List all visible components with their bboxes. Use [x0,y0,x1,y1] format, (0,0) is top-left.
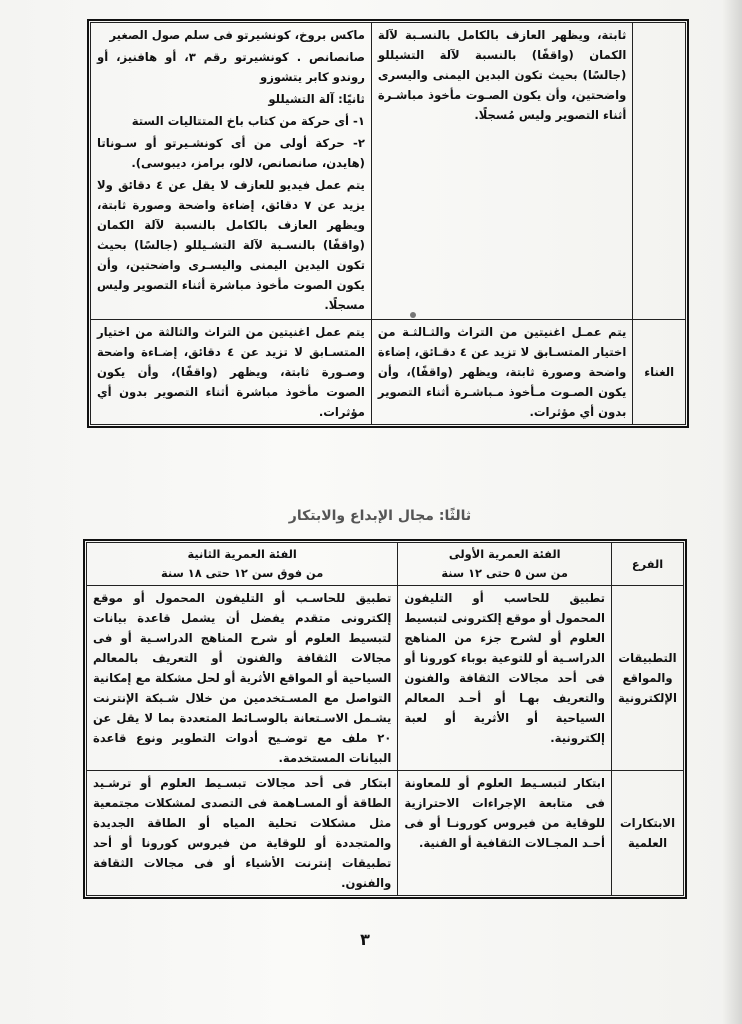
paragraph: صانصانص . كونشيرتو رقم ٣، أو هافنيز، أو روندو كابر يتشوزو [97,50,365,84]
paragraph: يتم عمل فيديو للعازف لا يقل عن ٤ دقائق ولا يزيد عن ٧ دقائق، إضاءة واضحة وصورة ثابتة، ويظهر العازف بالكامل بالنسبة لآلة الكمان (واقفًا) بالنسـبة لآلة التشـيللو (جالسًا) بحيث تكون اليدين اليمنى واليسـرى واضحتين، وأن يكون الصوت مأخوذ مباشرة أثناء التصوير وليس مسجلًا. [97,178,365,312]
branch-header: الفرع [612,543,684,586]
header-age-range: من سن ٥ حتى ١٢ سنة [441,566,568,580]
header-title: الفئة العمرية الأولى [448,547,561,561]
first-group-cell: ابتكار لتبسـيط العلوم أو للمعاونة فى متابعة الإجراءات الاحترازية للوقاية من فيروس كورونـا أو فى أحـد المجـالات الثقافية أو الفنية. [398,771,612,896]
page-number: ٣ [360,930,370,949]
second-group-cell: يتم عمل اغنيتين من التراث والثالثة من اختيار المتسـابق لا تزيد عن ٤ دقائق، إضـاءة واضحة وصـورة ثابتة، ويظهر (واقفًا)، وأن يكون الصوت مأخوذ مباشرة أثناء التصوير بدون أي مؤثرات. [91,320,372,425]
page-edge-shadow [722,0,742,1024]
paragraph: ماكس بروخ، كونشيرتو فى سلم صول الصغير [109,28,365,42]
list-item: ٢- حركة أولى من أى كونشـيرتو أو سـوناتا (هايدن، صانصانص، لالو، برامز، ديبوسى). [97,136,365,170]
creativity-innovation-table [86,542,684,896]
second-group-cell [91,23,372,320]
second-group-cell: ابتكار فى أحد مجالات تبسـيط العلوم أو ترشـيد الطاقة أو المسـاهمة فى التصدى لمشكلات مجتمعية مثل مشكلات تحلية المياه أو الطاقة الجديدة والمتجددة أو للوقاية من فيروس كورونا أو أحد تطبيقات إنترنت الأشياء أو فى مجالات الثقافة والفنون. [87,771,398,896]
second-group-header [87,543,398,586]
competition-requirements-table [90,22,686,425]
first-group-cell: تطبيق للحاسب أو التليفون المحمول أو موقع إلكترونى لتبسيط العلوم أو لشرح جزء من المناهج الدراسـية أو للتوعية بوباء كورونا أو فى أحد مجالات الثقافة والفنون والتعريف بهـا أو أحـد المعالم السياحية أو الأثرية أو لعبة إلكترونية. [398,586,612,771]
header-row [87,543,684,586]
branch-cell: الابتكارات العلمية [612,771,684,896]
list-item: ١- أى حركة من كتاب باخ المتتاليات الستة [131,114,365,128]
table-row [91,320,686,425]
table-row [87,771,684,896]
table-row [87,586,684,771]
branch-cell: التطبيقات والمواقع الإلكترونية [612,586,684,771]
second-group-cell: تطبيق للحاسـب أو التليفون المحمول أو موقع إلكترونى متقدم يفضل أن يشمل قاعدة بيانات لتبسيط العلوم أو شرح المناهج الدراسـية أو فى مجالات الثقافة والفنون أو التعريف بالمعالم السياحية أو المواقع الأثرية أو لحل مشكلة مع إمكانية التواصل مع المسـتخدمين من خلال شـبكة الإنترنت يشـمل الاسـتعانة بالوسـائط المتعددة بما لا يقل عن ٢٠ ملف مع توضـيح أدوات التطوير ونوع قاعدة البيانات المستخدمة. [87,586,398,771]
branch-cell-empty [633,23,686,320]
subheading: ثانيًا: آلة التشيللو [268,92,365,106]
section-title: ثالثًا: مجال الإبداع والابتكار [288,508,472,524]
branch-cell: الغناء [633,320,686,425]
header-age-range: من فوق سن ١٢ حتى ١٨ سنة [161,566,324,580]
header-title: الفئة العمرية الثانية [187,547,297,561]
punch-hole-mark [410,312,416,318]
first-group-header [398,543,612,586]
table-row [91,23,686,320]
first-group-cell: يتم عمـل اغنيتين من التراث والثـالثـة من اختيار المتسـابق لا تزيد عن ٤ دقـائق، إضاءة واضحة وصورة ثابتة، ويظهر (واقفًا)، وأن يكون الصـوت مـأخوذ مـباشـرة أثناء التصوير بدون أي مؤثرات. [371,320,632,425]
first-group-cell: ثابتة، ويظهر العازف بالكامل بالنسـبة لآلة الكمان (واقفًا) بالنسبة لآلة التشيللو (جالسًا) بحيث تكون البدين اليمنى واليسرى واضحتين، وأن يكون الصـوت مأخوذ مباشـرة أثناء التصوير وليس مُسجلًا. [371,23,632,320]
